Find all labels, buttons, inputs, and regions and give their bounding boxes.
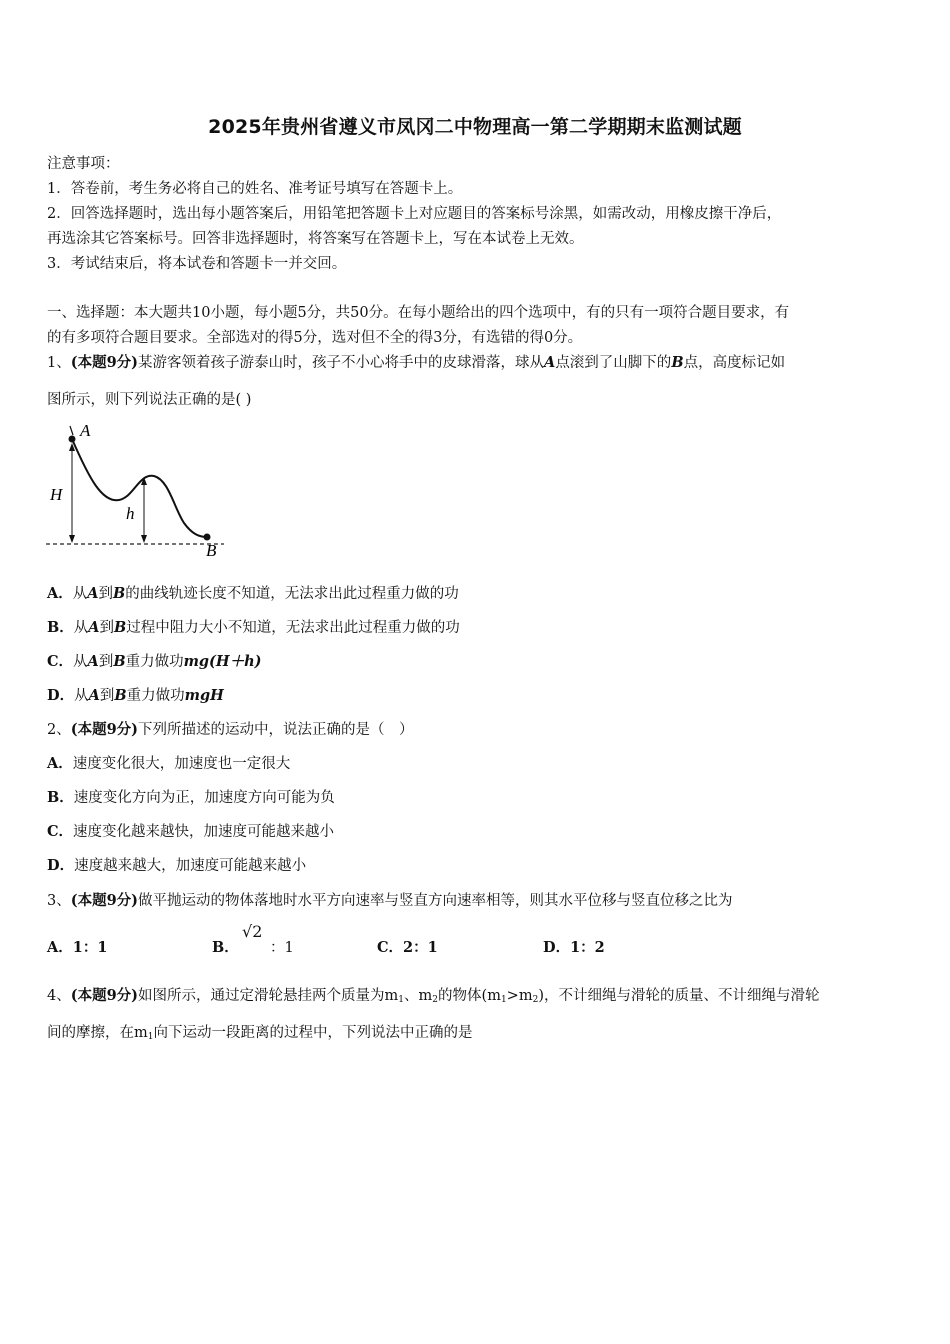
option-var: A (88, 619, 100, 636)
question-text: 做平抛运动的物体落地时水平方向速率与竖直方向速率相等，则其水平位移与竖直位移之比为 (138, 893, 733, 909)
question-number: 2、 (47, 722, 71, 738)
question-4-stem (47, 984, 819, 1005)
q2-option-d (47, 854, 306, 875)
option-text: 1：1 (72, 939, 108, 956)
option-text: 2：1 (403, 939, 438, 956)
q3-option-a (47, 936, 107, 957)
q3-option-d (543, 936, 605, 957)
separator: 、 (404, 988, 419, 1004)
option-text: 速度变化越来越快，加速度可能越来越小 (73, 824, 335, 840)
question-text: 点，高度标记如 (683, 355, 786, 371)
option-var: A (87, 653, 99, 670)
q3-option-b-ratio: ：1 (270, 940, 294, 956)
question-score: (本题9分) (70, 721, 139, 738)
ball-b (204, 534, 211, 541)
option-text: 速度变化很大，加速度也一定很大 (72, 756, 291, 772)
option-label: B． (212, 939, 239, 956)
option-text: 到 (98, 586, 114, 602)
q1-option-b (47, 616, 460, 637)
question-score: (本题9分) (70, 987, 139, 1004)
question-text: 如图所示，通过定滑轮悬挂两个质量为 (138, 988, 385, 1004)
label-b: B (206, 541, 217, 560)
subscript: 1 (398, 995, 405, 1005)
mass-symbol: m (384, 988, 399, 1004)
option-label: A． (47, 755, 73, 772)
option-var: B (113, 653, 126, 670)
label-a: A (80, 421, 91, 440)
q2-option-b (47, 786, 335, 807)
q1-option-c (47, 650, 262, 671)
question-number: 4、 (47, 988, 71, 1004)
notice-heading: 注意事项： (47, 156, 120, 172)
page-title: 2025年贵州省遵义市凤冈二中物理高一第二学期期末监测试题 (208, 116, 742, 138)
question-1-stem-line2: 图所示，则下列说法正确的是( ) (47, 392, 252, 408)
q3-option-c (377, 936, 438, 957)
option-label: B． (47, 789, 74, 806)
question-4-stem-line2 (47, 1021, 472, 1042)
label-h: h (126, 504, 135, 523)
option-label: D． (47, 857, 75, 874)
option-label: A． (47, 939, 73, 956)
mass-symbol: m (418, 988, 433, 1004)
question-text: 点滚到了山脚下的 (555, 355, 672, 371)
notice-item: 2．回答选择题时，选出每小题答案后，用铅笔把答题卡上对应题目的答案标号涂黑，如需改动，用橡皮擦干净后， (47, 206, 782, 222)
question-3-stem (47, 889, 733, 910)
option-text: 从 (74, 688, 89, 704)
option-text: 速度越来越大，加速度可能越来越小 (74, 858, 307, 874)
question-score: (本题9分) (70, 354, 139, 371)
option-text: 从 (73, 620, 89, 636)
mass-symbol: m (134, 1025, 148, 1041)
option-label: C． (377, 939, 404, 956)
arrowhead (69, 535, 75, 543)
option-text: 到 (98, 654, 114, 670)
option-expression: mgH (184, 687, 224, 704)
option-label: D． (543, 939, 571, 956)
subscript: 2 (432, 995, 439, 1005)
question-text: 某游客领着孩子游泰山时，孩子不小心将手中的皮球滑落，球从 (138, 355, 545, 371)
hill-figure (44, 418, 234, 566)
question-text: )，不计细绳与滑轮的质量、不计细绳与滑轮 (538, 988, 820, 1004)
question-text: 下列所描述的运动中，说法正确的是（ ） (138, 722, 414, 738)
option-text: 从 (73, 654, 88, 670)
label-H: H (50, 485, 63, 504)
question-text: 的物体( (438, 988, 488, 1004)
option-var: B (114, 687, 127, 704)
arrowhead (141, 535, 147, 543)
q1-option-d (47, 684, 224, 705)
option-text: 的曲线轨迹长度不知道，无法求出此过程重力做的功 (125, 586, 459, 602)
option-expression: mg(H＋h) (183, 653, 262, 670)
option-text: 过程中阻力大小不知道，无法求出此过程重力做的功 (126, 620, 460, 636)
mass-symbol: m (487, 988, 501, 1004)
greater-than: > (506, 988, 519, 1004)
subscript: 2 (532, 995, 539, 1005)
q3-option-b (212, 936, 239, 957)
option-label: A． (47, 585, 73, 602)
pointer-a (70, 426, 73, 435)
option-var: B (114, 619, 127, 636)
section-instructions: 一、选择题：本大题共10小题，每小题5分，共50分。在每小题给出的四个选项中，有的只有一项符合题目要求，有 (47, 305, 790, 321)
question-1-stem (47, 351, 785, 372)
subscript: 1 (147, 1032, 154, 1042)
option-label: D． (47, 687, 75, 704)
option-text: 1：2 (570, 939, 605, 956)
point-a: A (544, 354, 556, 371)
option-text: 从 (72, 586, 88, 602)
option-var: B (113, 585, 126, 602)
option-text: 到 (99, 688, 115, 704)
question-number: 1、 (47, 355, 71, 371)
q2-option-a (47, 752, 290, 773)
option-label: C． (47, 823, 74, 840)
subscript: 1 (500, 995, 507, 1005)
option-label: B． (47, 619, 74, 636)
option-var: A (87, 585, 99, 602)
sqrt-two: √2 (242, 922, 263, 941)
option-var: A (88, 687, 100, 704)
notice-item: 再选涂其它答案标号。回答非选择题时，将答案写在答题卡上，写在本试卷上无效。 (47, 231, 584, 247)
option-text: 重力做功 (125, 654, 184, 670)
option-text: 到 (99, 620, 115, 636)
notice-item: 1．答卷前，考生务必将自己的姓名、准考证号填写在答题卡上。 (47, 181, 463, 197)
notice-item: 3．考试结束后，将本试卷和答题卡一并交回。 (47, 256, 347, 272)
question-score: (本题9分) (70, 892, 139, 909)
mass-symbol: m (518, 988, 533, 1004)
question-text: 间的摩擦，在 (47, 1025, 134, 1041)
hill-curve (72, 439, 207, 537)
q2-option-c (47, 820, 334, 841)
question-text: 向下运动一段距离的过程中，下列说法中正确的是 (153, 1025, 473, 1041)
option-label: C． (47, 653, 74, 670)
question-number: 3、 (47, 893, 71, 909)
q1-option-a (47, 582, 459, 603)
point-b: B (671, 354, 684, 371)
ball-a (69, 436, 76, 443)
option-text: 重力做功 (126, 688, 185, 704)
question-2-stem (47, 718, 414, 739)
option-text: 速度变化方向为正，加速度方向可能为负 (73, 790, 335, 806)
section-instructions: 的有多项符合题目要求。全部选对的得5分，选对但不全的得3分，有选错的得0分。 (47, 330, 583, 346)
